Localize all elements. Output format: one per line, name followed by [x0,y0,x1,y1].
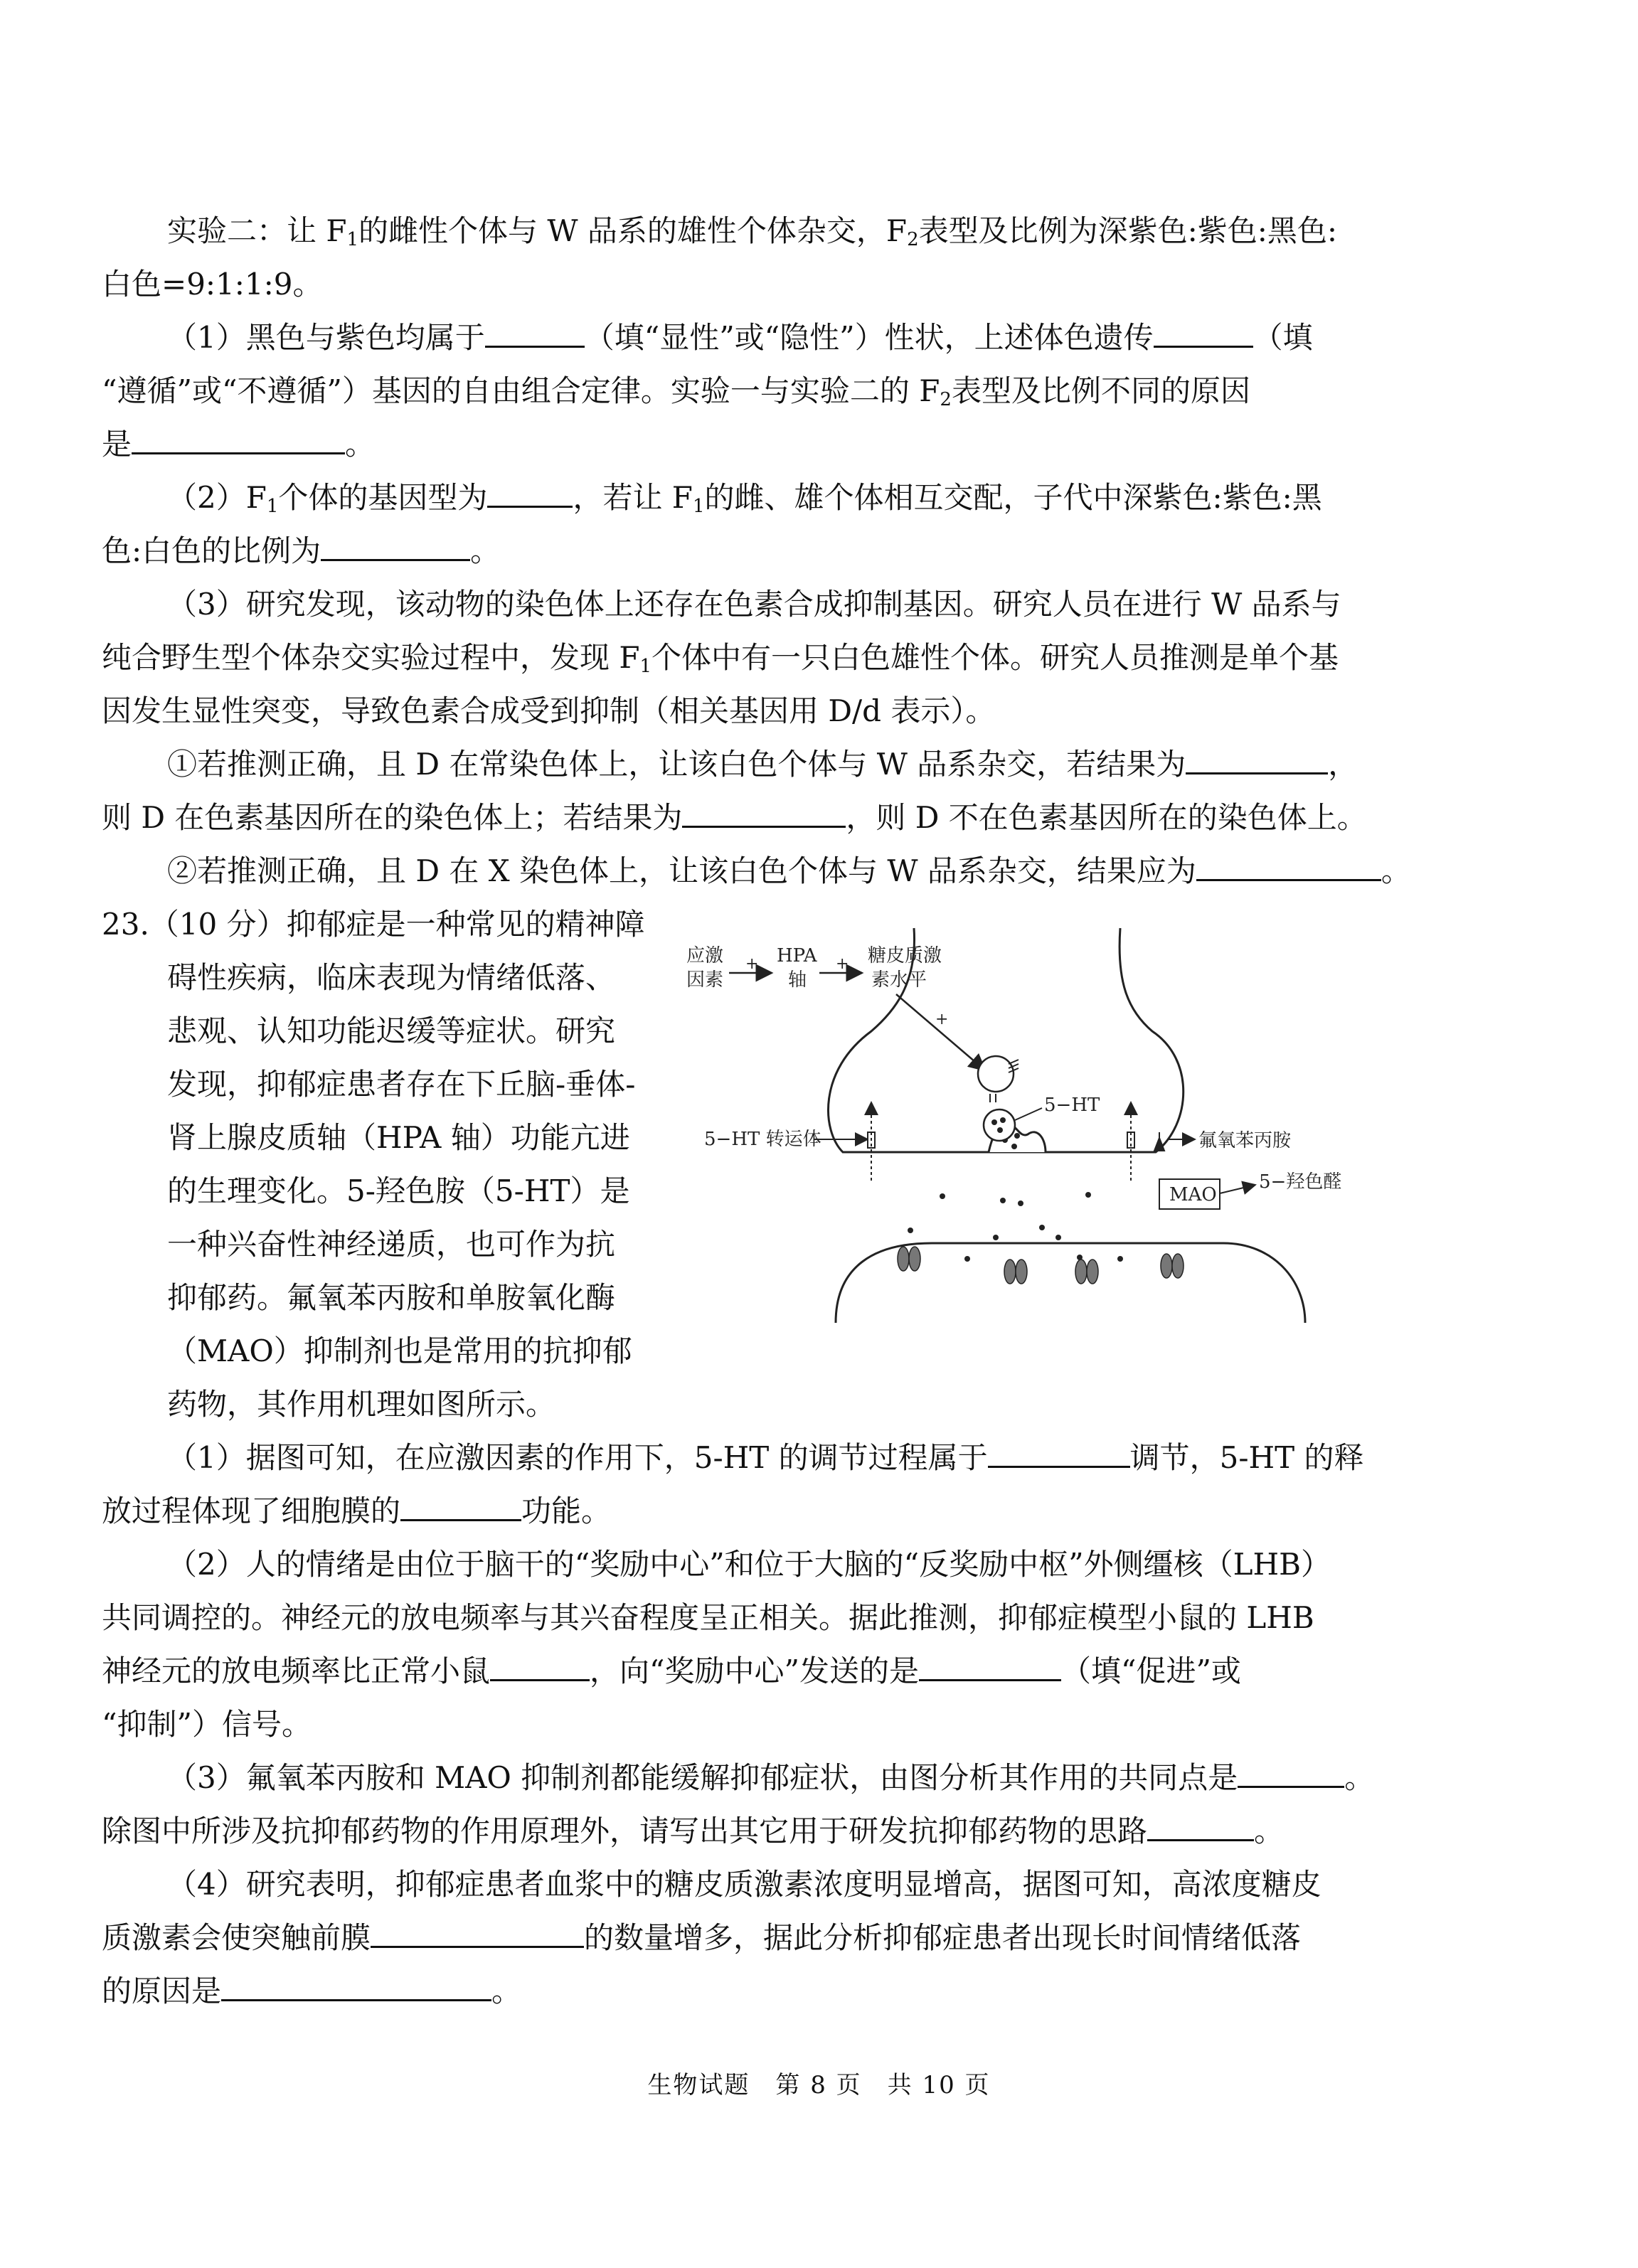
q1-blank-2[interactable] [1154,317,1253,348]
label-mao: MAO [1169,1184,1217,1205]
q3-line-2: 纯合野生型个体杂交实验过程中，发现 $F_1$个体中有一只白色雄性个体。研究人员推测是单个基 [102,640,1339,677]
q3-blank-3[interactable] [1196,851,1381,881]
experiment-2-line-1: 实验二：让 $F_1$的雌性个体与 W 品系的雄性个体杂交，$F_2$表型及比例为深紫色:紫色:黑色: [167,213,1338,250]
5ht-dot [997,1127,1003,1133]
q23-p3-blank-1[interactable] [1238,1757,1344,1788]
q1-line-1: （1）黑色与紫色均属于 （填“显性”或“隐性”）性状，上述体色遗传 （填 [167,316,1313,359]
q1-line-3: 是 。 [102,423,375,466]
label-product: 5−羟色醛 [1259,1171,1342,1193]
q23-part2-line-2: 共同调控的。神经元的放电频率与其兴奋程度呈正相关。据此推测，抑郁症模型小鼠的 LHB [102,1600,1314,1635]
q23-intro-line-1: 23.（10 分）抑郁症是一种常见的精神障 [102,907,645,942]
q2-line-1: $(2)F_1$个体的基因型为 ，若让 $F_1$的雌、雄个体相互交配，子代中深紫色:紫色:黑 [167,477,1322,519]
q1-blank-1[interactable] [485,317,585,348]
q3-sub1-line-1: ①若推测正确，且 D 在常染色体上，让该白色个体与 W 品系杂交，若结果为 ， [167,743,1358,786]
q23-intro-line-6: 的生理变化。5-羟色胺（5-HT）是 [167,1173,630,1208]
q2-blank-1[interactable] [487,477,573,508]
q23-part1-line-1: （1）据图可知，在应激因素的作用下，5-HT 的调节过程属于 调节，5-HT 的释 [167,1437,1364,1479]
q23-intro-line-7: 一种兴奋性神经递质，也可作为抗 [167,1227,616,1262]
q23-part2-line-1: （2）人的情绪是由位于脑干的“奖励中心”和位于大脑的“反奖励中枢”外侧缰核（LHB） [167,1547,1331,1582]
plus-3: + [935,1011,949,1028]
synapse-diagram [661,925,1373,1365]
q23-intro-line-3: 悲观、认知功能迟缓等症状。研究 [167,1013,616,1048]
q23-part4-line-2: 质激素会使突触前膜 的数量增多，据此分析抑郁症患者出现长时间情绪低落 [102,1917,1301,1959]
q23-intro-line-4: 发现，抑郁症患者存在下丘脑-垂体- [167,1067,636,1102]
q23-intro-line-5: 肾上腺皮质轴（HPA 轴）功能亢进 [167,1120,630,1155]
label-5ht: 5−HT [1044,1095,1100,1116]
q2-blank-2[interactable] [321,531,470,561]
5ht-vesicle [984,1109,1015,1141]
label-gc-2: 素水平 [871,969,927,991]
q23-intro-line-2: 碍性疾病，临床表现为情绪低落、 [167,960,616,995]
q23-intro-line-8: 抑郁药。氟氧苯丙胺和单胺氧化酶 [167,1280,616,1315]
q1-blank-3[interactable] [132,424,345,454]
q3-blank-2[interactable] [682,797,846,828]
label-stress-1: 应激 [686,945,724,967]
q23-p3-blank-2[interactable] [1147,1811,1254,1841]
transporter-mark [990,1094,996,1102]
vesicle-with-transporters [978,1056,1014,1092]
q2-line-2: 色:白色的比例为 。 [102,530,500,573]
q3-sub1-line-2: 则 D 在色素基因所在的染色体上；若结果为 ，则 D 不在色素基因所在的染色体上。 [102,797,1367,839]
q23-p2-blank-1[interactable] [490,1651,590,1681]
label-drug: 氟氧苯丙胺 [1198,1130,1292,1151]
page-footer: 生物试题 第 8 页 共 10 页 [647,2071,991,2099]
released-5ht-dot [1011,1144,1017,1149]
label-gc-1: 糖皮质激 [868,945,942,967]
q23-intro-line-10: 药物，其作用机理如图所示。 [167,1387,556,1422]
label-hpa-1: HPA [777,945,817,967]
q3-line-3: 因发生显性突变，导致色素合成受到抑制（相关基因用 D/d 表示）。 [102,693,996,728]
experiment-2-line-2: 白色=9:1:1:9。 [102,267,323,302]
q23-p1-blank-1[interactable] [988,1437,1130,1468]
q23-p4-blank-1[interactable] [371,1917,584,1948]
q23-part3-line-2: 除图中所涉及抗抑郁药物的作用原理外，请写出其它用于研发抗抑郁药物的思路 。 [102,1810,1284,1853]
q23-part4-line-1: （4）研究表明，抑郁症患者血浆中的糖皮质激素浓度明显增高，据图可知，高浓度糖皮 [167,1867,1321,1902]
q23-intro-line-9: （MAO）抑制剂也是常用的抗抑郁 [167,1333,632,1368]
arrow-mao-product [1220,1185,1255,1193]
cleft-5ht-dots [908,1192,1123,1262]
label-hpa-2: 轴 [788,969,807,991]
drug-binding-symbol [1154,1132,1164,1151]
q23-part4-line-3: 的原因是 。 [102,1970,521,2013]
q23-part2-line-4: “抑制”）信号。 [102,1707,312,1742]
arrow-gc-to-vesicle [896,994,985,1070]
q23-part3-line-1: （3）氟氧苯丙胺和 MAO 抑制剂都能缓解抑郁症状，由图分析其作用的共同点是 。 [167,1757,1374,1799]
released-5ht-dot [1014,1133,1020,1139]
plus-2: + [836,955,849,973]
label-5ht-transporter: 5−HT 转运体 [704,1129,821,1150]
q3-sub2-line: ②若推测正确，且 D 在 X 染色体上，让该白色个体与 W 品系杂交，结果应为 。 [167,850,1411,893]
q23-part2-line-3: 神经元的放电频率比正常小鼠 ，向“奖励中心”发送的是 （填“促进”或 [102,1650,1241,1693]
q23-part1-line-2: 放过程体现了细胞膜的 功能。 [102,1490,611,1533]
pointer-5ht [1015,1108,1042,1120]
5ht-receptors [898,1247,1184,1284]
q23-p1-blank-2[interactable] [400,1491,521,1521]
q23-p4-blank-2[interactable] [221,1971,491,2001]
label-stress-2: 因素 [686,969,724,991]
5ht-dot [1000,1117,1006,1123]
q23-p2-blank-2[interactable] [919,1651,1061,1681]
q3-line-1: （3）研究发现，该动物的染色体上还存在色素合成抑制基因。研究人员在进行 W 品系与 [167,587,1341,622]
q1-line-2: “遵循”或“不遵循”）基因的自由组合定律。实验一与实验二的 $F_2$表型及比例不同的原因 [102,373,1250,410]
q3-blank-1[interactable] [1186,744,1328,774]
plus-1: + [745,955,759,973]
5ht-dot [991,1119,997,1125]
